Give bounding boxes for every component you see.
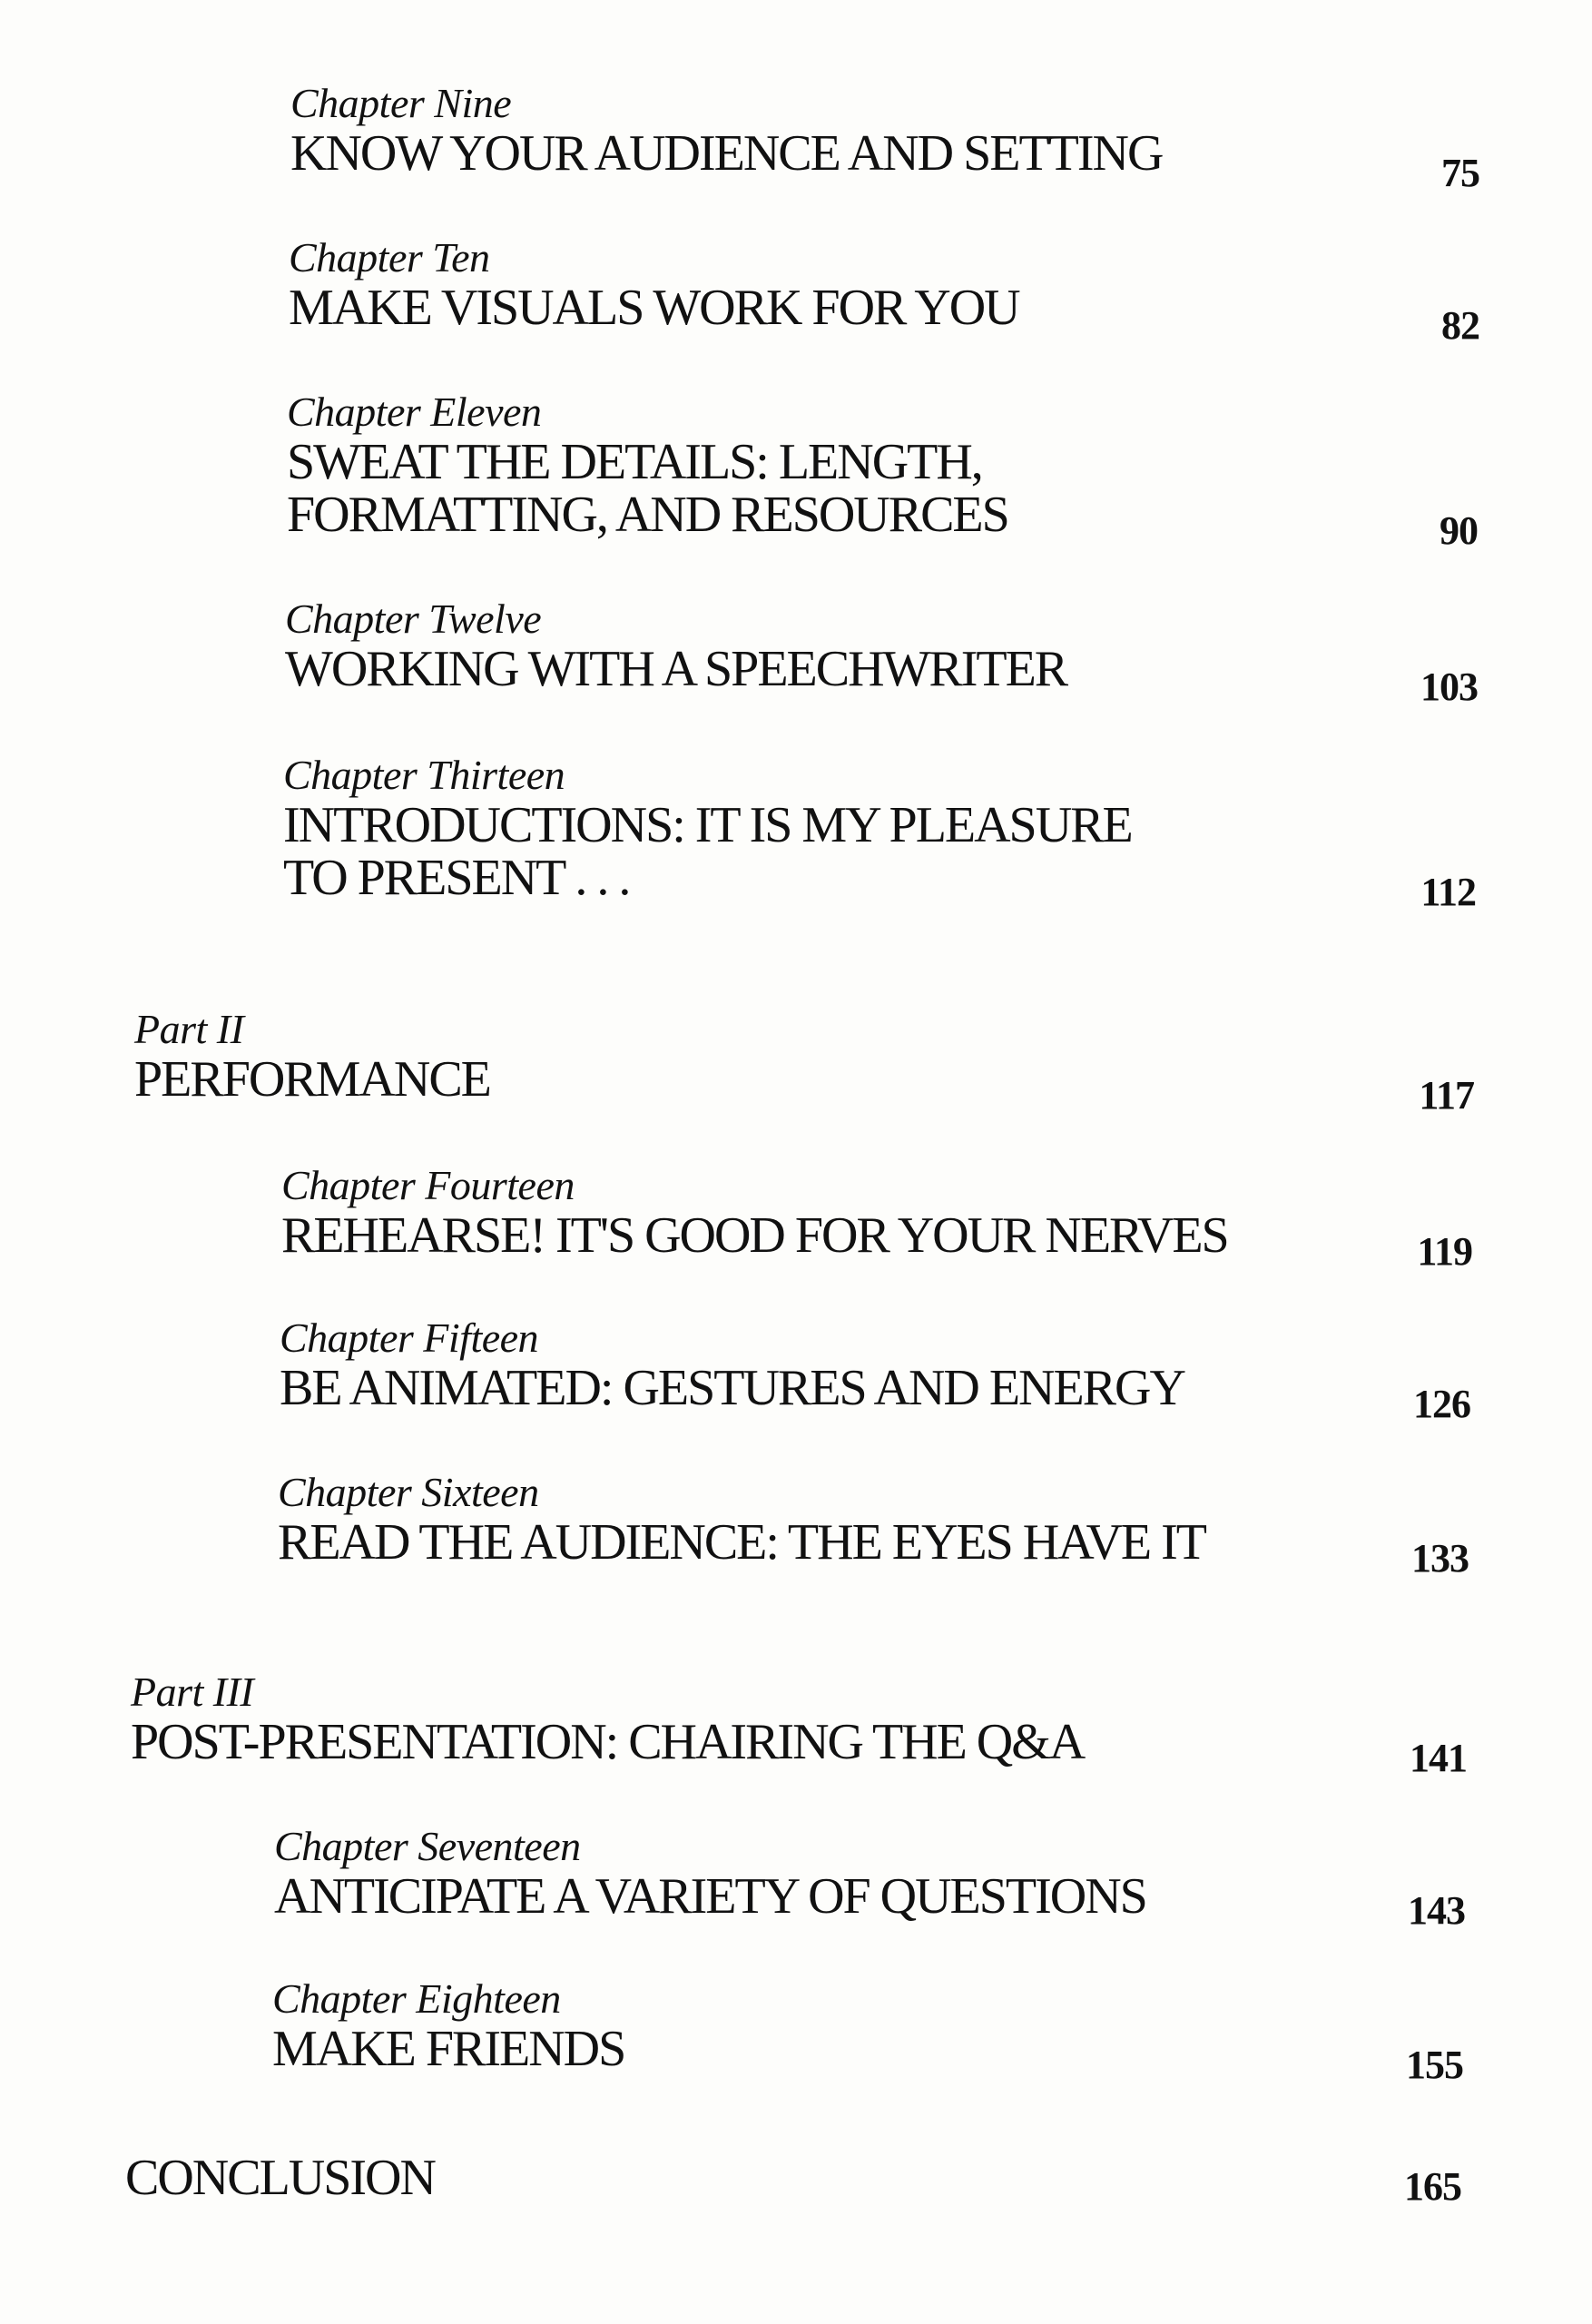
page-number: 141 xyxy=(1410,1736,1467,1780)
chapter-title-line-2: FORMATTING, AND RESOURCES xyxy=(287,487,1008,543)
chapter-title: KNOW YOUR AUDIENCE AND SETTING xyxy=(290,125,1163,182)
chapter-title: MAKE FRIENDS xyxy=(272,2021,625,2077)
page-number: 155 xyxy=(1406,2043,1463,2087)
page-number: 143 xyxy=(1408,1888,1465,1933)
chapter-label: Chapter Eleven xyxy=(287,389,542,435)
page-number: 103 xyxy=(1420,665,1478,709)
chapter-title: WORKING WITH A SPEECHWRITER xyxy=(285,641,1067,697)
page-number: 75 xyxy=(1441,151,1479,195)
part-title: POST-PRESENTATION: CHAIRING THE Q&A xyxy=(131,1714,1085,1770)
page-number: 90 xyxy=(1440,508,1478,553)
chapter-label: Chapter Eighteen xyxy=(272,1975,561,2022)
conclusion-title: CONCLUSION xyxy=(125,2150,435,2206)
chapter-label: Chapter Twelve xyxy=(285,596,542,642)
chapter-title: REHEARSE! IT'S GOOD FOR YOUR NERVES xyxy=(281,1207,1228,1264)
chapter-label: Chapter Ten xyxy=(289,234,490,281)
page-number: 119 xyxy=(1417,1229,1472,1274)
chapter-title: BE ANIMATED: GESTURES AND ENERGY xyxy=(280,1360,1184,1416)
chapter-title: INTRODUCTIONS: IT IS MY PLEASURE xyxy=(283,797,1132,853)
chapter-title-line-2: TO PRESENT . . . xyxy=(283,850,630,906)
page-number: 133 xyxy=(1411,1536,1469,1581)
page-number: 165 xyxy=(1404,2164,1461,2209)
page-number: 112 xyxy=(1420,870,1476,914)
chapter-label: Chapter Fifteen xyxy=(280,1315,539,1361)
page-number: 117 xyxy=(1419,1073,1474,1118)
chapter-label: Chapter Thirteen xyxy=(283,752,565,798)
chapter-label: Chapter Fourteen xyxy=(281,1162,575,1208)
page-number: 82 xyxy=(1441,303,1479,348)
part-label: Part II xyxy=(134,1006,244,1052)
part-label: Part III xyxy=(131,1669,254,1715)
chapter-title: MAKE VISUALS WORK FOR YOU xyxy=(289,280,1019,336)
chapter-title: READ THE AUDIENCE: THE EYES HAVE IT xyxy=(278,1514,1205,1571)
chapter-title: SWEAT THE DETAILS: LENGTH, xyxy=(287,434,982,490)
chapter-label: Chapter Seventeen xyxy=(274,1823,581,1869)
chapter-label: Chapter Sixteen xyxy=(278,1469,539,1515)
part-title: PERFORMANCE xyxy=(134,1051,490,1108)
chapter-label: Chapter Nine xyxy=(290,80,512,126)
page-number: 126 xyxy=(1413,1382,1470,1426)
toc-entry-part-ii xyxy=(134,1006,1459,1106)
toc-entry-conclusion xyxy=(125,2152,1450,2204)
toc-entry-part-iii xyxy=(131,1669,1456,1768)
chapter-title: ANTICIPATE A VARIETY OF QUESTIONS xyxy=(274,1868,1146,1925)
